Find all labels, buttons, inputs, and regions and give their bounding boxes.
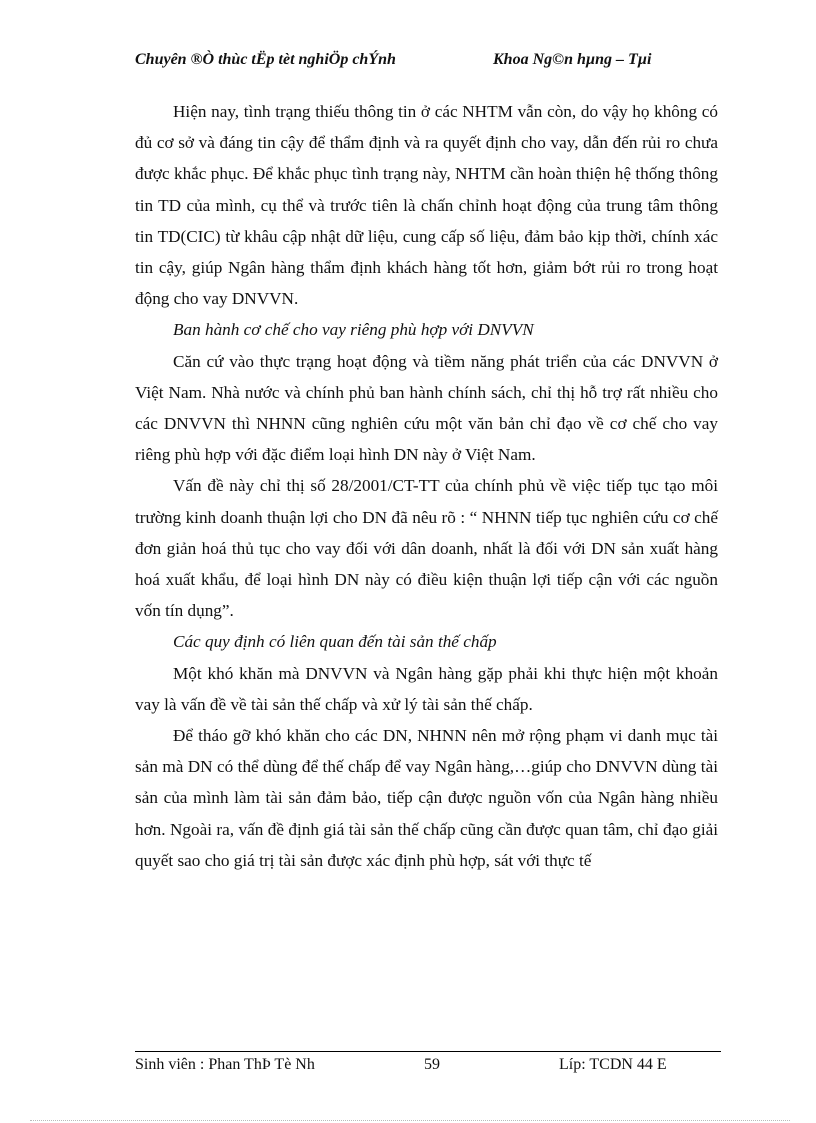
page-number: 59 [424, 1056, 440, 1073]
paragraph-directive: Vấn đề này chỉ thị số 28/2001/CT-TT của chính phủ về việc tiếp tục tạo môi trường kinh doanh thuận lợi cho DN đã nêu rõ : “ NHNN tiếp tục nghiên cứu cơ chế đơn giản hoá thủ tục cho vay đối với dân doanh, nhất là đối với DN sản xuất hàng hoá xuất khẩu, để loại hình DN này có điều kiện thuận lợi tiếp cận với các nguồn vốn tín dụng”. [135, 476, 718, 621]
paragraph-collateral-solution: Để tháo gỡ khó khăn cho các DN, NHNN nên mở rộng phạm vi danh mục tài sản mà DN có thể dùng để thế chấp để vay Ngân hàng,…giúp cho DNVVN dùng tài sản của mình làm tài sản đảm bảo, tiếp cận được nguồn vốn của Ngân hàng nhiều hơn. Ngoài ra, vấn đề định giá tài sản thế chấp cũng cần được quan tâm, chỉ đạo giải quyết sao cho giá trị tài sản được xác định phù hợp, sát với thực tế [135, 726, 718, 870]
document-body [135, 96, 718, 876]
paragraph-info-system: Hiện nay, tình trạng thiếu thông tin ở các NHTM vẫn còn, do vậy họ không có đủ cơ sở và đáng tin cậy để thẩm định và ra quyết định cho vay, dẫn đến rủi ro chưa được khắc phục. Để khắc phục tình trạng này, NHTM cần hoàn thiện hệ thống thông tin TD của mình, cụ thể và trước tiên là chấn chỉnh hoạt động của trung tâm thông tin TD(CIC) từ khâu cập nhật dữ liệu, cung cấp số liệu, đảm bảo kịp thời, chính xác tin cậy, giúp Ngân hàng thẩm định khách hàng tốt hơn, giảm bớt rủi ro trong hoạt động cho vay DNVVN. [135, 102, 718, 309]
header-left-title: Chuyên ®Ò thùc tËp tèt nghiÖp chÝnh [135, 51, 396, 68]
footer-class: Líp: TCDN 44 E [559, 1056, 667, 1073]
page-bottom-dotted-line [30, 1120, 790, 1121]
subheading-collateral: Các quy định có liên quan đến tài sản thế chấp [173, 632, 497, 652]
subheading-loan-mechanism: Ban hành cơ chế cho vay riêng phù hợp với DNVVN [173, 320, 534, 340]
paragraph-loan-mechanism: Căn cứ vào thực trạng hoạt động và tiềm năng phát triển của các DNVVN ở Việt Nam. Nhà nước và chính phủ ban hành chính sách, chỉ thị hỗ trợ rất nhiều cho các DNVVN thì NHNN cũng nghiên cứu một văn bản chỉ đạo về cơ chế cho vay riêng phù hợp với đặc điểm loại hình DN này ở Việt Nam. [135, 351, 718, 465]
page-footer [135, 1056, 721, 1078]
footer-student-name: Sinh viên : Phan ThÞ Tè Nh [135, 1056, 315, 1073]
footer-divider [135, 1051, 721, 1052]
header-right-title: Khoa Ng©n hµng – Tµi [493, 51, 652, 68]
paragraph-collateral-issue: Một khó khăn mà DNVVN và Ngân hàng gặp phải khi thực hiện một khoản vay là vấn đề về tài sản thế chấp và xử lý tài sản thế chấp. [135, 663, 718, 714]
